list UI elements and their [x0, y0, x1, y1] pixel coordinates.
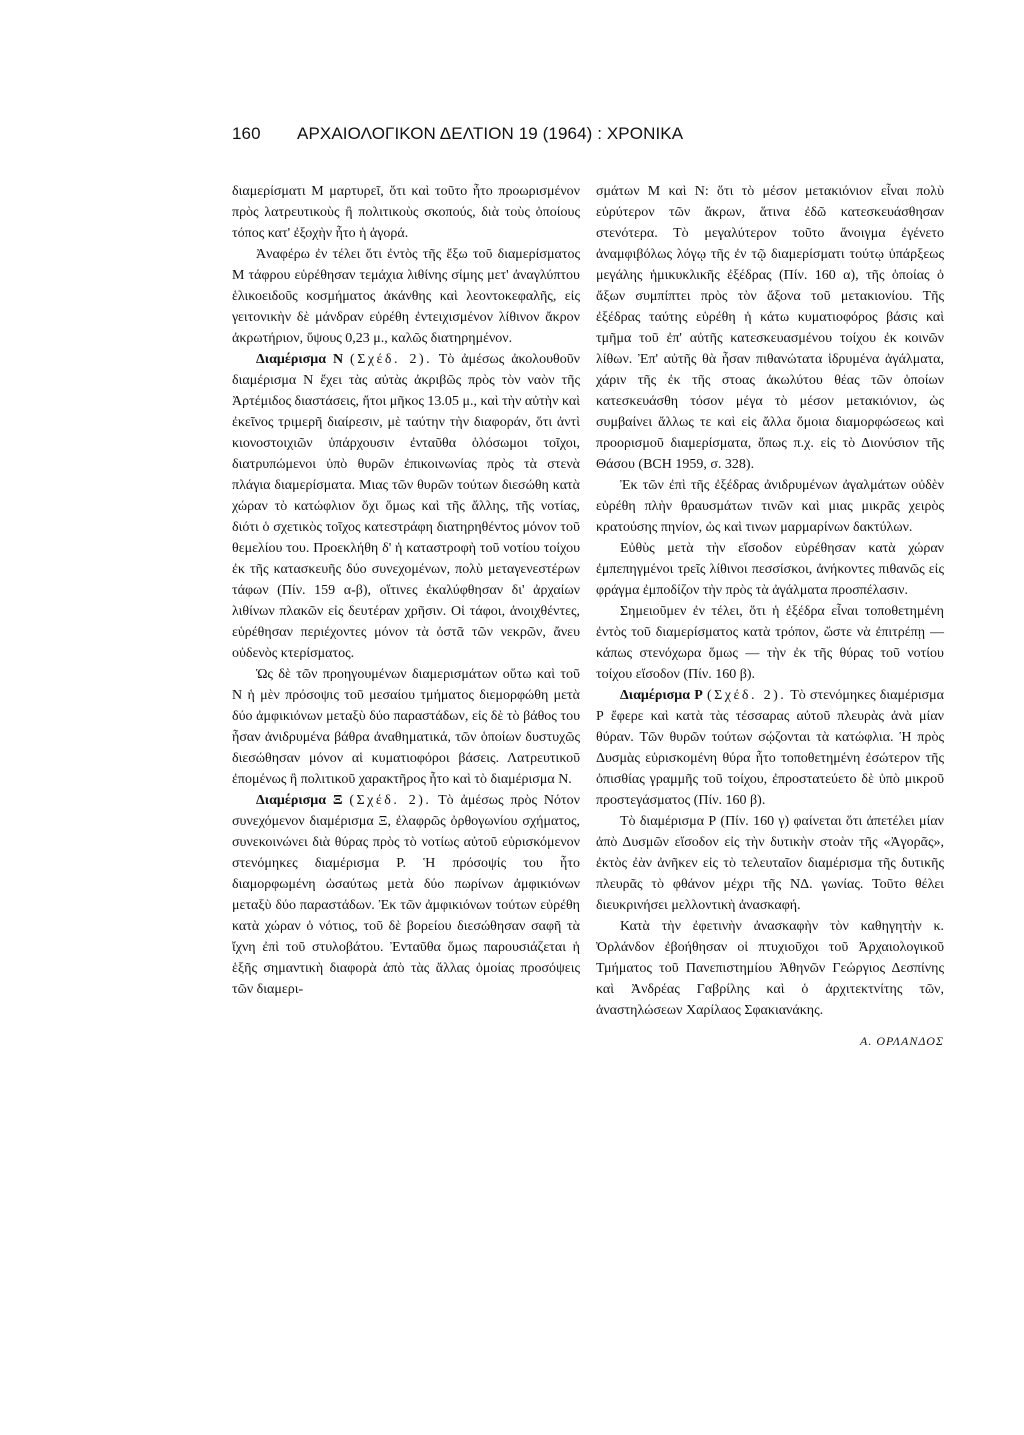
- paragraph: Τὸ διαμέρισμα Ρ (Πίν. 160 γ) φαίνεται ὅτι ἀπετέλει μίαν ἀπὸ Δυσμῶν εἴσοδον εἰς τὴν δυτικὴν στοὰν τῆς «Ἀγορᾶς», ἐκτὸς ἐὰν ἀνῆκεν εἰς τὸ τελευταῖον διαμέρισμα τῆς δυτικῆς πλευρᾶς τὸ φθάνον μέχρι τῆς ΝΔ. γωνίας. Τοῦτο θέλει διευκρινήσει μελλοντικὴ ἀνασκαφή.: [596, 814, 944, 913]
- right-column: [596, 181, 944, 1052]
- figure-reference: (Σχέδ. 2).: [350, 352, 433, 367]
- paragraph: Κατὰ τὴν ἐφετινὴν ἀνασκαφὴν τὸν καθηγητὴν κ. Ὀρλάνδον ἐβοήθησαν οἱ πτυχιοῦχοι τοῦ Ἀρχαιολογικοῦ Τμήματος τοῦ Πανεπιστημίου Ἀθηνῶν Γεώργιος Δεσπίνης καὶ Ἀνδρέας Γαβρίλης καὶ ὁ ἀρχιτεκτνίτης τῶν, ἀναστηλώσεων Χαρίλαος Σφακιανάκης.: [596, 919, 944, 1018]
- running-header: [232, 124, 792, 144]
- figure-reference: (Σχέδ. 2).: [706, 688, 787, 703]
- author-signature: Α. ΟΡΛΑΝΔΟΣ: [860, 1034, 944, 1048]
- section-paragraph: [596, 685, 944, 811]
- section-heading: Διαμέρισμα Ξ: [256, 793, 343, 808]
- section-paragraph: [232, 349, 580, 664]
- section-heading: Διαμέρισμα Ν: [256, 352, 344, 367]
- section-text: Τὸ ἀμέσως πρὸς Νότον συνεχόμενον διαμέρισμα Ξ, ἐλαφρῶς ὀρθογωνίου σχήματος, συνεκοινώνει διὰ θύρας πρὸς τὸ νοτίως αὐτοῦ εὑρισκόμενον στενόμηκες διαμέρισμα Ρ. Ἡ πρόσοψίς του ἦτο διαμορφωμένη ὡσαύτως μετὰ δύο πωρίνων ἀμφικιόνων μεταξὺ δύο παραστάδων. Ἐκ τῶν ἀμφικιόνων τούτων εὑρέθη κατὰ χώραν ὁ νότιος, τοῦ δὲ βορείου διεσώθησαν σαφῆ τὰ ἴχνη ἐπὶ τοῦ στυλοβάτου. Ἐνταῦθα ὅμως παρουσιάζεται ἡ ἑξῆς σημαντικὴ διαφορὰ ἀπὸ τὰς ἄλλας ὁμοίας προσόψεις τῶν διαμερι-: [232, 793, 581, 997]
- page-number: 160: [232, 124, 261, 143]
- paragraph: Ὡς δὲ τῶν προηγουμένων διαμερισμάτων οὕτω καὶ τοῦ Ν ἡ μὲν πρόσοψις τοῦ μεσαίου τμήματος διεμορφώθη μετὰ δύο ἀμφικιόνων μεταξὺ δύο παραστάδων, εἰς δὲ τὸ βάθος του ἦσαν ἀνιδρυμένα βάθρα ἀναθηματικά, τῶν ὁποίων δυστυχῶς διεσώθησαν μόνον αἱ κυματιοφόροι βάσεις. Λατρευτικοῦ ἐπομένως ἢ πολιτικοῦ χαρακτῆρος ἦτο καὶ τὸ διαμέρισμα Ν.: [232, 667, 580, 787]
- section-paragraph: [232, 790, 580, 1000]
- paragraph: Σημειοῦμεν ἐν τέλει, ὅτι ἡ ἐξέδρα εἶναι τοποθετημένη ἐντὸς τοῦ διαμερίσματος κατὰ τρόπον, ὥστε νὰ ἐπιτρέπῃ — κάπως στενόχωρα ὅμως — τὴν ἐκ τῆς θύρας τοῦ νοτίου τοίχου εἴσοδον (Πίν. 160 β).: [596, 604, 944, 682]
- running-title: ΑΡΧΑΙΟΛΟΓΙΚΟΝ ΔΕΛΤΙΟΝ 19 (1964) : ΧΡΟΝΙΚΑ: [297, 124, 684, 143]
- paragraph: σμάτων Μ καὶ Ν: ὅτι τὸ μέσον μετακιόνιον εἶναι πολὺ εὐρύτερον τῶν ἄκρων, ἅτινα ἐδῶ κατεσκευάσθησαν στενότερα. Τὸ μεγαλύτερον τοῦτο ἄνοιγμα ἐγένετο ἀναμφιβόλως λόγῳ τῆς ἐν τῷ διαμερίσματι τούτῳ ὑπάρξεως μεγάλης ἡμικυκλικῆς ἐξέδρας (Πίν. 160 α), τῆς ὁποίας ὁ ἄξων συμπίπτει πρὸς τὸν ἄξονα τοῦ μετακιονίου. Τῆς ἐξέδρας ταύτης εὑρέθη ἡ κάτω κυματιοφόρος βάσις καὶ τμῆμα τοῦ ἐπ' αὐτῆς κατεσκευασμένου τοίχου ἐκ κοινῶν λίθων. Ἐπ' αὐτῆς θὰ ἦσαν πιθανώτατα ἱδρυμένα ἀγάλματα, χάριν τῆς ἐκ τῆς στοας ἀκωλύτου θέας τῶν ὁποίων κατεσκευάσθη τόσον μέγα τὸ μέσον μετακιόνιον, ὡς συμβαίνει ἄλλως τε καὶ εἰς ἄλλα ὅμοια διαμορφώσεως καὶ προορισμοῦ διαμερίσματα, ὅπως π.χ. εἰς τὸ Διονύσιον τῆς Θάσου (ΒCH 1959, σ. 328).: [596, 184, 944, 472]
- section-text: Τὸ ἀμέσως ἀκολουθοῦν διαμέρισμα Ν ἔχει τὰς αὐτὰς ἀκριβῶς πρὸς τὸν ναὸν τῆς Ἀρτέμιδος διαστάσεις, ἤτοι μῆκος 13.05 μ., καὶ τὴν αὐτὴν καὶ ἐκεῖνος τριμερῆ διαίρεσιν, μὲ ταύτην τὴν διαφοράν, ὅτι ἀντὶ κιονοστοιχιῶν ὑπάρχουσιν ἐνταῦθα ὁλόσωμοι τοῖχοι, διατρυπώμενοι ὑπὸ θυρῶν ἐπικοινωνίας πρὸς τὰ στενὰ πλάγια διαμερίσματα. Μιας τῶν θυρῶν τούτων διεσώθη κατὰ χώραν τὸ κατώφλιον ὄχι ὅμως καὶ τῆς ἄλλης, τῆς νοτίας, διότι ὁ σχετικὸς τοῖχος κατεστράφη διατηρηθέντος μόνον τοῦ θεμελίου του. Προεκλήθη δ' ἡ καταστροφὴ τοῦ νοτίου τοίχου ἐκ τῆς κατασκευῆς δύο συνεχομένων, πολὺ μεταγενεστέρων τάφων (Πίν. 159 α-β), οἵτινες ἐκαλύφθησαν δι' ἀρχαίων λιθίνων πλακῶν εἰς δευτέραν χρῆσιν. Οἱ τάφοι, ἀνοιχθέντες, εὑρέθησαν περιέχοντες μόνον τὰ ὀστᾶ τῶν νεκρῶν, ἄνευ οὐδενὸς κτερίσματος.: [232, 352, 580, 661]
- paragraph: Ἐκ τῶν ἐπὶ τῆς ἐξέδρας ἀνιδρυμένων ἀγαλμάτων οὐδὲν εὑρέθη πλὴν θραυσμάτων τινῶν καὶ μιας μικρᾶς χειρὸς κρατούσης πηνίον, ὡς καὶ τινων μαρμαρίνων δακτύλων.: [596, 478, 944, 535]
- section-heading: Διαμέρισμα Ρ: [620, 688, 703, 703]
- paragraph: Ἀναφέρω ἐν τέλει ὅτι ἐντὸς τῆς ἔξω τοῦ διαμερίσματος Μ τάφρου εὑρέθησαν τεμάχια λιθίνης σίμης μετ' ἀναγλύπτου ἑλικοειδοῦς κοσμήματος ἀκάνθης καὶ λεοντοκεφαλῆς, εἰς γειτονικὴν δὲ μάνδραν εὑρέθη ἐντειχισμένον λίθινον ἄκρον ἀκρωτήριον, ὕψους 0,23 μ., καλῶς διατηρημένον.: [232, 247, 580, 346]
- section-text: Τὸ στενόμηκες διαμέρισμα Ρ ἔφερε καὶ κατὰ τὰς τέσσαρας αὐτοῦ πλευρὰς ἀνὰ μίαν θύραν. Τῶν θυρῶν τούτων σῴζονται τὰ κατώφλια. Ἡ πρὸς Δυσμὰς εὑρισκομένη θύρα ἦτο τοποθετημένη ἐσώτερον τῆς ὀπισθίας γραμμῆς τοῦ τοίχου, ἐπροστατεύετο δὲ ὑπὸ μικροῦ προστεγάσματος (Πίν. 160 β).: [596, 688, 945, 808]
- paragraph: Εὐθὺς μετὰ τὴν εἴσοδον εὑρέθησαν κατὰ χώραν ἐμπεπηγμένοι τρεῖς λίθινοι πεσσίσκοι, ἀνήκοντες πιθανῶς εἰς φράγμα ἐμποδίζον τὴν πρὸς τὰ ἀγάλματα προσπέλασιν.: [596, 541, 944, 598]
- paragraph: διαμερίσματι Μ μαρτυρεῖ, ὅτι καὶ τοῦτο ἦτο προωρισμένον πρὸς λατρευτικοὺς ἢ πολιτικοὺς σκοπούς, διὰ τοὺς ὁποίους τόπος κατ' ἐξοχὴν ἦτο ἡ ἀγορά.: [232, 184, 580, 241]
- left-column: [232, 181, 580, 1000]
- figure-reference: (Σχέδ. 2).: [349, 793, 432, 808]
